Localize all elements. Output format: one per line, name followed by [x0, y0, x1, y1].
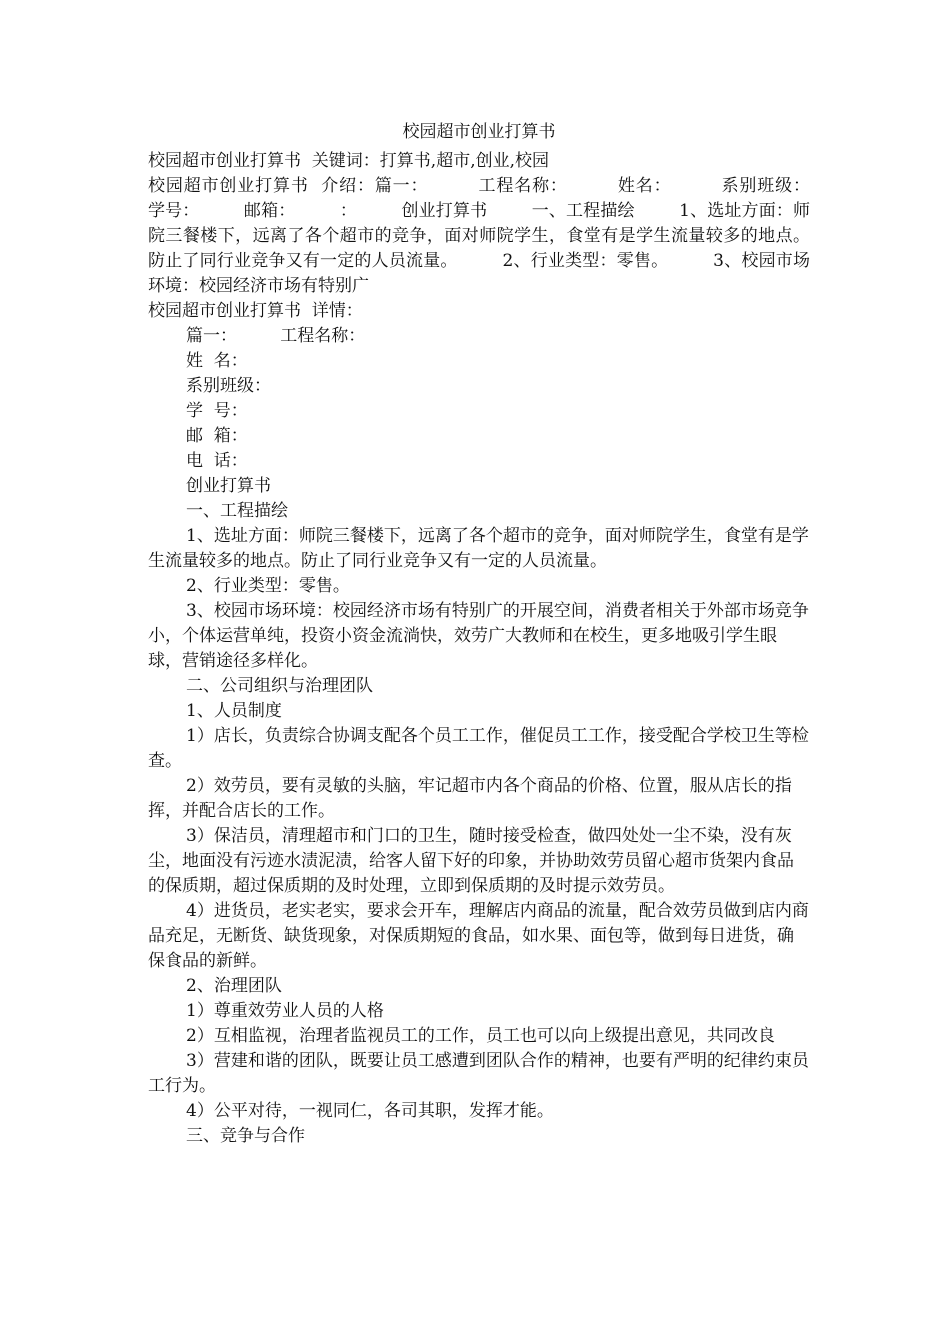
paragraph-location: 1、选址方面：师院三餐楼下，远离了各个超市的竞争，面对师院学生，食堂有是学生流量较多的地点。防止了同行业竞争又有一定的人员流量。 — [148, 526, 809, 571]
paragraph-supervision: 2）互相监视，治理者监视员工的工作，员工也可以向上级提出意见，共同改良 — [186, 1026, 775, 1046]
cover-project-name: 篇一： 工程名称： — [186, 326, 366, 346]
paragraph-cleaner: 3）保洁员，清理超市和门口的卫生，随时接受检查，做四处处一尘不染，没有灰尘，地面没有污迹水渍泥渍，给客人留下好的印象，并协助效劳员留心超市货架内食品的保质期，超过保质期的及时处理，立即到保质期的及时提示效劳员。 — [148, 826, 794, 896]
cover-name: 姓 名： — [186, 351, 248, 371]
cover-department: 系别班级： — [186, 376, 271, 396]
paragraph-respect: 1）尊重效劳业人员的人格 — [186, 1001, 384, 1021]
keywords-line: 校园超市创业打算书 关键词：打算书,超市,创业,校园 — [148, 151, 550, 171]
paragraph-clerk: 2）效劳员，要有灵敏的头脑，牢记超市内各个商品的价格、位置，服从店长的指挥，并配合店长的工作。 — [148, 776, 792, 821]
document-body — [148, 120, 854, 1149]
section-2-heading: 二、公司组织与治理团队 — [186, 676, 373, 696]
subsection-management: 2、治理团队 — [186, 976, 282, 996]
document-title: 校园超市创业打算书 — [402, 122, 556, 142]
paragraph-market: 3、校园市场环境：校园经济市场有特别广的开展空间，消费者相关于外部市场竞争小，个体运营单纯，投资小资金流淌快，效劳广大教师和在校生，更多地吸引学生眼球，营销途径多样化。 — [148, 601, 809, 671]
paragraph-fairness: 4）公平对待，一视同仁，各司其职，发挥才能。 — [186, 1101, 554, 1121]
subsection-staff: 1、人员制度 — [186, 701, 282, 721]
paragraph-team: 3）营建和谐的团队，既要让员工感遭到团队合作的精神，也要有严明的纪律约束员工行为。 — [148, 1051, 809, 1096]
cover-phone: 电 话： — [186, 451, 248, 471]
paragraph-manager: 1）店长，负责综合协调支配各个员工工作，催促员工工作，接受配合学校卫生等检查。 — [148, 726, 809, 771]
detail-line: 校园超市创业打算书 详情： — [148, 301, 363, 321]
paragraph-purchaser: 4）进货员，老实老实，要求会开车，理解店内商品的流量，配合效劳员做到店内商品充足，无断货、缺货现象，对保质期短的食品，如水果、面包等，做到每日进货，确保食品的新鲜。 — [148, 901, 809, 971]
cover-email: 邮 箱： — [186, 426, 248, 446]
section-3-heading: 三、竞争与合作 — [186, 1126, 305, 1146]
intro-line: 校园超市创业打算书 介绍：篇一： 工程名称： 姓名： 系别班级： 学号： 邮箱： ： 创业打算书 一、工程描绘 1、选址方面：师院三餐楼下，远离了各个超市的竞争，面对师院学生，食堂有是学生流量较多的地点。防止了同行业竞争又有一定的人员流量。 2、行业类型：零售。 3、校园市场环境：校园经济市场有特别广 — [148, 176, 854, 296]
plan-heading: 创业打算书 — [186, 476, 271, 496]
paragraph-industry: 2、行业类型：零售。 — [186, 576, 350, 596]
section-1-heading: 一、工程描绘 — [186, 501, 288, 521]
cover-student-id: 学 号： — [186, 401, 248, 421]
